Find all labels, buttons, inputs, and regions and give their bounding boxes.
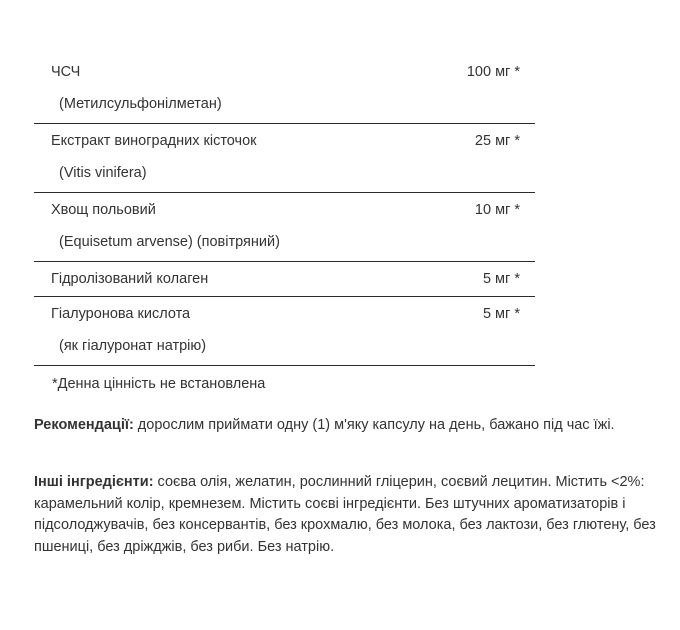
ingredient-detail: (як гіалуронат натрію): [59, 338, 207, 354]
other-ingredients-label: Інші інгредієнти:: [34, 474, 154, 490]
table-row: [34, 55, 535, 124]
recommendations-paragraph: [34, 415, 664, 437]
ingredient-name: Екстракт виноградних кісточок: [51, 133, 257, 149]
table-row: [34, 193, 535, 262]
ingredient-name: Хвощ польовий: [51, 202, 156, 218]
ingredient-name: Гідролізований колаген: [51, 271, 209, 287]
other-ingredients-paragraph: [34, 472, 664, 558]
table-row: [34, 262, 535, 297]
recommendations-text: дорослим приймати одну (1) м'яку капсулу на день, бажано під час їжі.: [133, 417, 615, 433]
ingredient-amount: 5 мг *: [482, 306, 520, 322]
supplement-facts-table: [34, 55, 535, 366]
ingredient-amount: 25 мг *: [474, 133, 520, 149]
ingredient-detail: (Метилсульфонілметан): [59, 96, 222, 112]
ingredient-name: ЧСЧ: [51, 64, 81, 80]
ingredient-detail: (Equisetum arvense) (повітряний): [59, 234, 280, 250]
recommendations-label: Рекомендації:: [34, 417, 134, 433]
ingredient-amount: 100 мг *: [466, 64, 520, 80]
ingredient-detail: (Vitis vinifera): [59, 165, 147, 181]
table-row: [34, 297, 535, 365]
ingredient-name: Гіалуронова кислота: [51, 306, 191, 322]
other-ingredients-text: соєва олія, желатин, рослинний гліцерин, соєвий лецитин. Містить <2%: карамельний колір, кремнезем. Містить соєві інгредієнти. Без штучних ароматизаторів і підсолоджувачів, без консервантів, без крохмалю, без молока, без лактози, без глютену, без пшениці, без дріжджів, без риби. Без натрію.: [34, 474, 656, 555]
ingredient-amount: 5 мг *: [482, 271, 520, 287]
ingredient-amount: 10 мг *: [474, 202, 520, 218]
daily-value-footnote: *Денна цінність не встановлена: [52, 376, 266, 392]
table-row: [34, 124, 535, 193]
